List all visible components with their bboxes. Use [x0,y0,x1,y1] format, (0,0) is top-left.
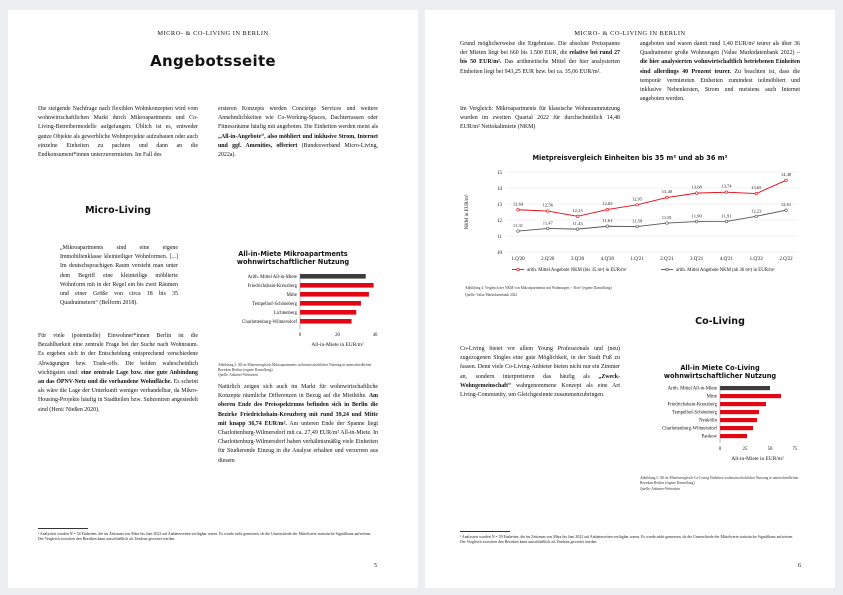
bar-category-label: Pankow [701,434,717,440]
x-tick-label: 40 [372,333,378,338]
x-tick-label: 4.Q'21 [719,257,734,262]
footnote-divider [38,528,88,529]
data-label: 11,31 [512,223,524,229]
page-title: Angebotsseite [150,52,276,70]
figure-source-3: Quelle: Anbieter-Webseiten [218,373,258,377]
bar [300,319,352,324]
bar [720,394,781,398]
chart-title-line: Mietpreisvergleich Einheiten bis 35 m² und ab 36 m² [532,154,728,162]
data-point [666,222,669,225]
continued-right-paragraph: angeboten und waren damit rund 1,40 EUR/m² teurer als über 36 Quadratmeter große Wohnungen (Value Marktdatenbank 2022) – die hier analysierten wohnwirtschaftlich betriebenen Einheiten sind allerdings 40 Prozent teurer. Zu beachten ist, dass die temporär vermieteten Einheiten zumindest teilmöbliert und inklusive Nebenkosten, Strom und meistens auch Internet angeboten werden. [640,41,800,103]
y-axis-label: NKM in EUR/m² [465,194,470,230]
bar-category-label: Arith. Mittel All-in-Miete [667,386,717,392]
bar-category-label: Neukölln [699,418,717,424]
x-tick-label: 0 [298,333,302,338]
x-tick-label: 3.Q'20 [570,257,585,262]
footnote: ¹ Analysiert wurden N = 54 Einheiten, die im Zeitraum von März bis Juni 2022 auf Anbieterseiten verfügbar waren. Es wurde nicht gemessen, ob die Unterschiede der Mittelwerte statistische Signifikanz aufweisen. Der Vergleich zwischen den Bezirken kann ausschließlich als Tendenz gewertet werden. [38,532,372,542]
bar-chart-co-living [630,384,805,474]
data-label: 12,56 [542,202,553,208]
chart-title-co-living: All-in Miete Co-Living wohnwirtschaftlicher Nutzung [663,364,777,380]
bar-category-label: Friedrichshain-Kreuzberg [247,284,297,290]
legend-label: arith. Mittel Angebote NKM (ab 36 m²) in EUR/m² [676,268,775,273]
x-tick-label: 50 [767,447,773,452]
x-tick-label: 2.Q'20 [541,257,555,262]
data-label: 11,91 [721,213,732,219]
x-tick-label: 75 [792,447,798,452]
x-tick-label: 3.Q'21 [690,257,704,262]
data-point [755,192,758,195]
section-heading-co-living: Co-Living [695,316,745,327]
data-label: 13,68 [691,184,702,190]
bar-category-label: Tempelhof-Schöneberg [672,410,717,416]
data-point [636,204,639,207]
data-label: 12,23 [572,207,583,213]
data-label: 12,23 [751,208,762,214]
co-living-paragraph: Co-Living bietet vor allem Young Professionals und (neu) zugezogenen Singles eine gute Möglichkeit, in der Stadt Fuß zu fassen. Denn viele Co-Living-Anbieter bieten nicht nur ein Zimmer an, sondern interpretieren das häufig als „Zweck-Wohngemeinschaft“ wahrgenommene Konzept als eine Art Living-Community, um Gleichgesinnte zusammenzubringen. [460,346,620,399]
figure-source-4: Quelle: Value Marktdatenbank 2022 [465,293,518,297]
series-line [518,180,786,216]
bar [720,434,747,438]
figure-source-5: Quelle: Anbieter-Webseiten [640,487,680,491]
data-point [785,179,788,182]
bar-chart-micro [215,272,380,362]
intro-right-paragraph: ersteren Konzepts werden Concierge Services und weitere Annehmlichkeiten wie Co-Working-Spaces, Dachterrassen oder Fitnessräume häufig mit angeboten. Die Einheiten werden meist als „All-in-Angebote“, also möbliert und inklusive Strom, Internet und ggf. Amenities, offeriert (Bundesverband Micro-Living, 2022a). [218,106,378,159]
data-label: 11,43 [572,221,583,227]
bar-category-label: Mitte [286,293,297,299]
data-label: 11,47 [542,220,553,226]
bar [300,310,356,315]
x-tick-label: 1.Q'22 [749,257,763,262]
bar-category-label: Arith. Mittel All-in-Miete [247,275,297,281]
x-tick-label: 1.Q'21 [630,257,644,262]
bar-category-label: Charlottenburg-Wilmersdorf [662,426,717,432]
data-point [546,210,549,213]
y-tick-label: 10 [497,250,502,256]
series-line [518,207,786,231]
legend-swatch-marker [666,268,669,271]
comparison-paragraph: Im Vergleich: Mikroapartments für klassische Wohnraumnutzung wurden im zweiten Quartal 2022 für durchschnittlich 14,48 EUR/m² Nettokaltmiete (NKM) [460,106,620,131]
x-axis-label: All-in-Miete in EUR/m² [731,456,784,462]
footnote-divider [460,531,510,532]
line-chart-nkm [458,166,803,281]
x-tick-label: 4.Q'20 [600,257,614,262]
figure-caption-4: Abbildung 4: Vergleich der NKM von Mikroapartments mit Wohnungen > 36 m² (eigene Darstellung) [465,286,612,290]
bar-category-label: Lichtenberg [273,311,297,317]
x-tick-label: 0 [718,447,722,452]
data-label: 13,40 [661,189,673,195]
bar [300,274,366,279]
right-body-paragraph: Natürlich zeigen sich auch im Markt für wohnwirtschaftliche Konzepte räumliche Differenzen in Bezug auf die Miethöhe. Am oberen Ende des Preisspektrums befinden sich in Berlin die Bezirke Friedrichshain-Kreuzberg mit rund 39,24 und Mitte mit knapp 36,74 EUR/m². Am unteren Ende der Spanne liegt Charlottenburg-Wilmersdorf mit ca. 27,49 EUR/m² All-in-Miete. In Charlottenburg-Wilmersdorf haben verhältnismäßig viele Einheiten für Studierende Einzug in die Analyse erhalten und verzerren aus diesem [218,384,378,464]
data-point [606,225,609,228]
footnote: ² Analysiert wurden N = 59 Einheiten, die im Zeitraum von März bis Juni 2022 auf Anbieterseiten verfügbar waren. Es wurde nicht gemessen, ob die Unterschiede der Mittelwerte statistische Signifikanz aufweisen. Der Vergleich zwischen den Bezirken kann ausschließlich als Tendenz gewertet werden. [460,535,794,545]
x-tick-label: 2.Q'21 [660,257,674,262]
y-tick-label: 14 [497,186,502,192]
data-label: 13,65 [751,185,762,191]
running-header: MICRO- & CO-LIVING IN BERLIN [157,30,269,37]
continued-left-paragraph: Grund möglicherweise die Ergebnisse. Die absolute Preisspanne der Mieten liegt bei 660 bis 1.500 EUR, die relative bei rund 27 bis 50 EUR/m². Das arithmetische Mittel der hier analysierten Einheiten liegt bei 943,25 EUR bzw. bei ca. 35,06 EUR/m². [460,41,621,75]
bar [720,402,766,406]
section-heading-micro-living: Micro-Living [85,205,151,216]
data-label: 11,61 [602,218,613,224]
data-label: 12,65 [602,201,613,207]
data-point [666,196,669,199]
legend-swatch-marker [517,268,520,271]
left-body-paragraph: Für viele (potentielle) Einwohner*innen Berlin ist die Bezahlbarkeit eine zentrale Frage bei der Suche nach Wohnraum. Es ergeben sich in der Entscheidung entsprechend verschiedene Abwägungen bzw. Trade-offs. Die beiden wahrscheinlich wichtigsten sind: eine zentrale Lage bzw. eine gute Anbindung an das ÖPNV-Netz und die vorhandene Wohnfläche. Es scheint als wäre die Lage der Unterkunft weniger verhandelbar, da Mikro-Housing-Projekte häufig in Stadtteilen bzw. Subzentren angesiedelt sind (Heni/ Nießen 2020). [38,333,199,413]
y-tick-label: 12 [497,218,502,224]
data-label: 11,90 [691,213,702,219]
page-5 [8,10,418,588]
bar [720,418,757,422]
data-label: 12,64 [512,201,524,207]
chart-title-micro: All-in-Miete Mikroapartments wohnwirtschaftlicher Nutzung [236,250,350,266]
y-tick-label: 11 [497,234,502,240]
intro-left-paragraph: Die steigende Nachfrage nach flexiblen Wohnkonzepten wird vom wohnwirtschaftlichen Markt durch Mikroapartments und Co-Living-Betreibermodelle aufgefangen. Üblich ist es, entweder ganze Objekte als gewerbliche Wohnprojekte aufzubauen oder auch einzelne Einheiten zu pachten und dann an die Endkonsument*innen unterzuvermieten. Im Fall des [38,106,198,159]
page-number: 6 [798,563,801,569]
data-point [576,215,579,218]
data-label: 11,59 [632,218,643,224]
data-point [576,228,579,231]
bar [720,426,753,430]
data-label: 11,81 [661,215,672,221]
data-label: 13,74 [721,183,732,189]
page-number: 5 [374,563,377,569]
bar [300,283,374,288]
running-header: MICRO- & CO-LIVING IN BERLIN [574,30,686,37]
x-axis-label: All-in-Miete in EUR/m² [311,342,364,348]
bar-category-label: Friedrichshain-Kreuzberg [667,402,717,408]
data-point [785,209,788,212]
data-point [606,208,609,211]
data-label: 12,61 [780,202,792,208]
data-point [725,191,728,194]
x-tick-label: 25 [742,447,748,452]
bar-category-label: Charlottenburg-Wilmersdorf [242,320,297,326]
x-tick-label: 2.Q'22 [779,257,793,262]
bar-category-label: Mitte [706,394,717,400]
data-point [636,225,639,228]
bar [720,410,759,414]
figure-caption-3: Abbildung 3: All-in-Mietenvergleich Mikroapartments wohnwirtschaftlicher Nutzung in unterschiedlichen Bezirken Berlins (eigene Darstellung) [218,363,372,372]
data-point [517,208,520,211]
bar-category-label: Tempelhof-Schöneberg [252,302,297,308]
data-point [695,220,698,223]
bar [300,301,361,306]
bar [300,292,369,297]
data-point [517,230,520,233]
legend-label: arith. Mittel Angebote NKM (bis 35 m²) in EUR/m² [527,268,627,273]
data-point [755,215,758,218]
data-label: 14,48 [780,171,792,177]
y-tick-label: 15 [497,170,502,176]
bar [720,386,770,390]
data-point [725,220,728,223]
data-point [546,227,549,230]
data-label: 12,95 [631,196,643,202]
x-tick-label: 20 [335,333,340,338]
page-6 [425,10,835,588]
quote-block: „Mikroapartments sind eine eigene Immobilienklasse kleinteiliger Wohnformen. [...] Im deutschsprachigen Raum versteht man unter dem Begriff eine kleinteilige möblierte Wohnform mit in der Regel ein bis zwei Räumen und einer Größe von circa 18 bis 35 Quadratmetern“ (Belform 2018). [60,245,178,307]
data-point [695,192,698,195]
y-tick-label: 13 [497,202,502,208]
x-tick-label: 1.Q'20 [511,257,525,262]
figure-caption-5: Abbildung 5: All-in-Mietenvergleich Co-Living Einheiten wohnwirtschaftlicher Nutzung in unterschiedlichen Bezirken Berlins (eigene Darstellung) [640,476,799,485]
